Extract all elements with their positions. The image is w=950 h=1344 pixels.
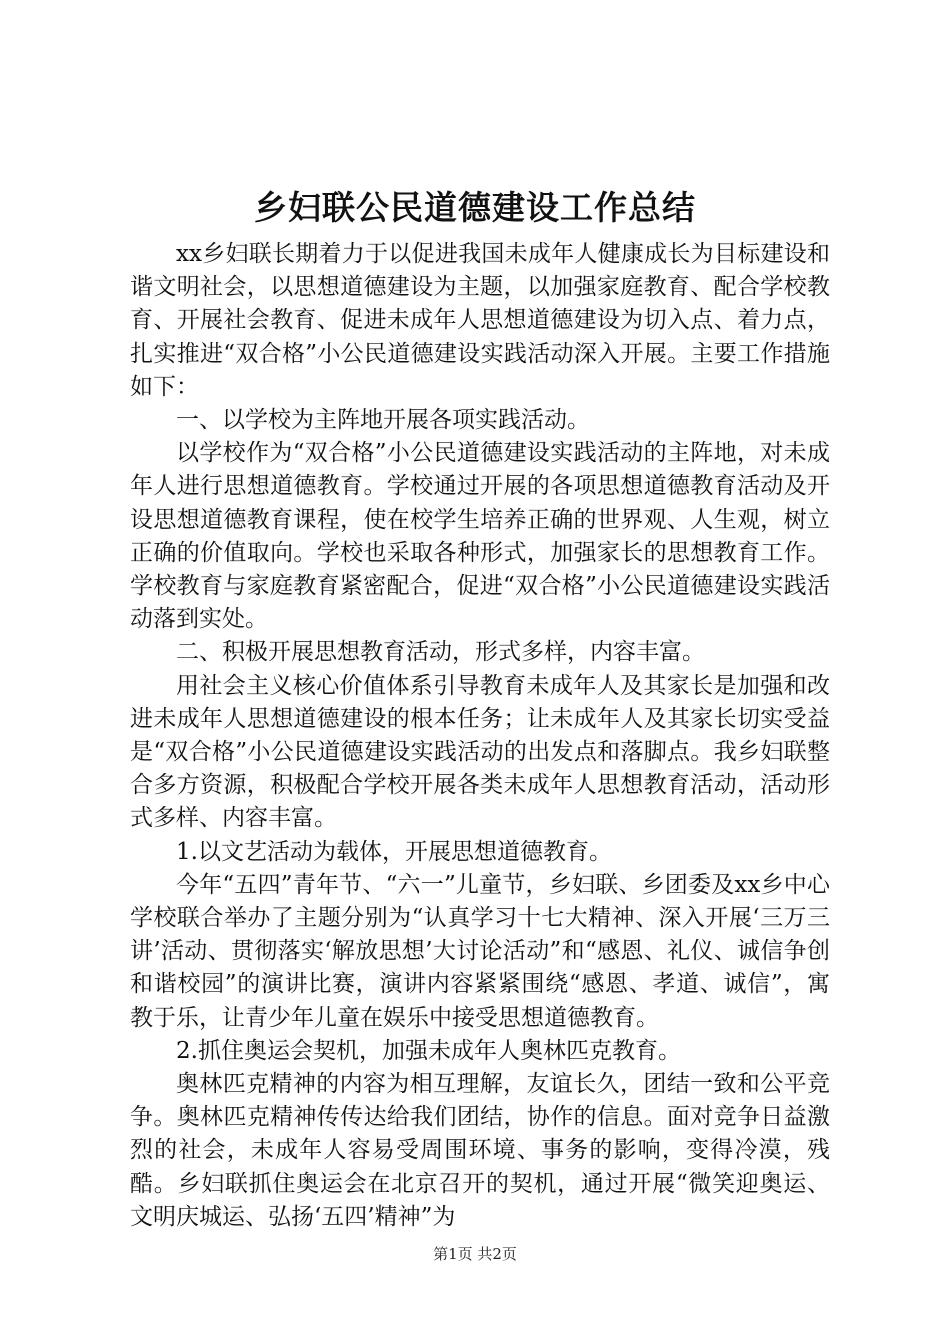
- paragraph-school: 以学校作为“双合格”小公民道德建设实践活动的主阵地，对未成年人进行思想道德教育。学校通过开展的各项思想道德教育活动及开设思想道德教育课程，使在校学生培养正确的世界观、人生观，树立正确的价值取向。学校也采取各种形式，加强家长的思想教育工作。学校教育与家庭教育紧密配合，促进“双合格”小公民道德建设实践活动落到实处。: [130, 440, 830, 633]
- page-number-footer: 第1页 共2页: [433, 1245, 517, 1263]
- document-body: [130, 238, 830, 1234]
- paragraph-speech-contest: 今年“五四”青年节、“六一”儿童节，乡妇联、乡团委及xx乡中心学校联合举办了主题分别为“认真学习十七大精神、深入开展‘三万三讲’活动、贯彻落实‘解放思想’大讨论活动”和“感恩、礼仪、诚信争创和谐校园”的演讲比赛，演讲内容紧紧围绕“感恩、孝道、诚信”，寓教于乐，让青少年儿童在娱乐中接受思想道德教育。: [130, 871, 830, 1031]
- paragraph-activities: 用社会主义核心价值体系引导教育未成年人及其家长是加强和改进未成年人思想道德建设的根本任务；让未成年人及其家长切实受益是“双合格”小公民道德建设实践活动的出发点和落脚点。我乡妇联整合多方资源，积极配合学校开展各类未成年人思想教育活动，活动形式多样、内容丰富。: [130, 672, 830, 832]
- document-title: 乡妇联公民道德建设工作总结: [254, 188, 696, 227]
- subsection-heading-1: 1.以文艺活动为载体，开展思想道德教育。: [176, 838, 612, 865]
- section-heading-1: 一、以学校为主阵地开展各项实践活动。: [176, 407, 590, 434]
- subsection-heading-2: 2.抓住奥运会契机，加强未成年人奥林匹克教育。: [176, 1037, 681, 1064]
- paragraph-olympics: 奥林匹克精神的内容为相互理解，友谊长久，团结一致和公平竞争。奥林匹克精神传传达给我们团结，协作的信息。面对竞争日益激烈的社会，未成年人容易受周围环境、事务的影响，变得冷漠，残酷。乡妇联抓住奥运会在北京召开的契机，通过开展“微笑迎奥运、文明庆城运、弘扬‘五四’精神”为: [130, 1071, 830, 1230]
- paragraph-intro: xx乡妇联长期着力于以促进我国未成年人健康成长为目标建设和谐文明社会，以思想道德建设为主题，以加强家庭教育、配合学校教育、开展社会教育、促进未成年人思想道德建设为切入点、着力点，扎实推进“双合格”小公民道德建设实践活动深入开展。主要工作措施如下：: [130, 241, 830, 400]
- section-heading-2: 二、积极开展思想教育活动，形式多样，内容丰富。: [176, 639, 705, 666]
